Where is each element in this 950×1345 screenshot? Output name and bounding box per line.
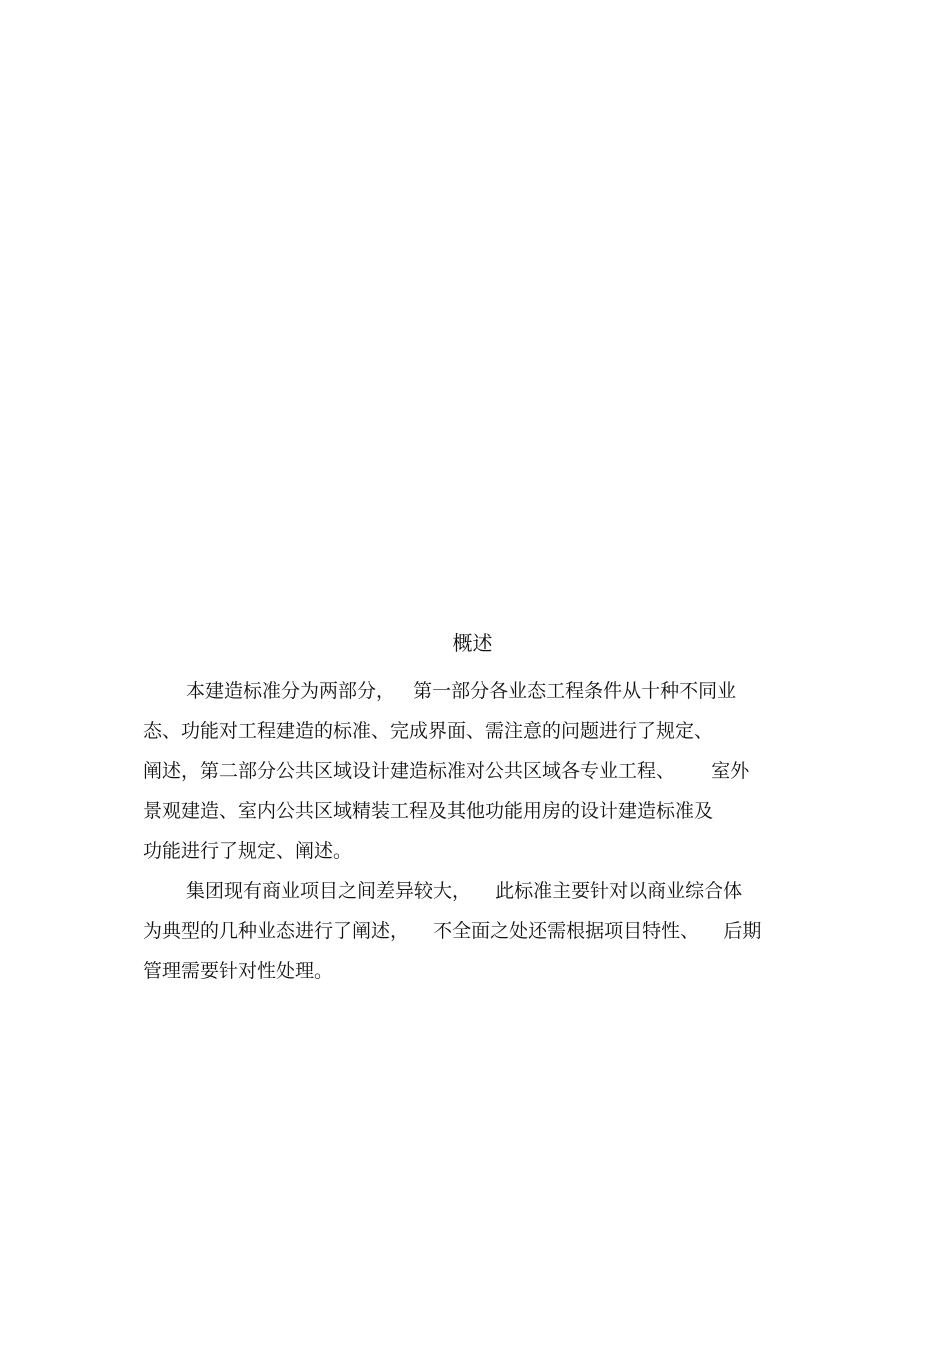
document-title: 概述 [452, 631, 493, 655]
paragraph-1-line-4: 景观建造、室内公共区域精装工程及其他功能用房的设计建造标准及 [143, 800, 714, 822]
paragraph-2-line-2: 为典型的几种业态进行了阐述， 不全面之处还需根据项目特性、 后期 [143, 920, 762, 942]
paragraph-1-line-3: 阐述，第二部分公共区域设计建造标准对公共区域各专业工程、 室外 [143, 760, 750, 782]
paragraph-1-line-1: 本建造标准分为两部分， 第一部分各业态工程条件从十种不同业 [186, 680, 737, 702]
paragraph-1-line-2: 态、功能对工程建造的标准、完成界面、需注意的问题进行了规定、 [143, 720, 714, 742]
paragraph-2-line-3: 管理需要针对性处理。 [143, 960, 334, 982]
paragraph-1-line-5: 功能进行了规定、阐述。 [143, 840, 353, 862]
paragraph-2-line-1: 集团现有商业项目之间差异较大， 此标准主要针对以商业综合体 [186, 880, 743, 902]
